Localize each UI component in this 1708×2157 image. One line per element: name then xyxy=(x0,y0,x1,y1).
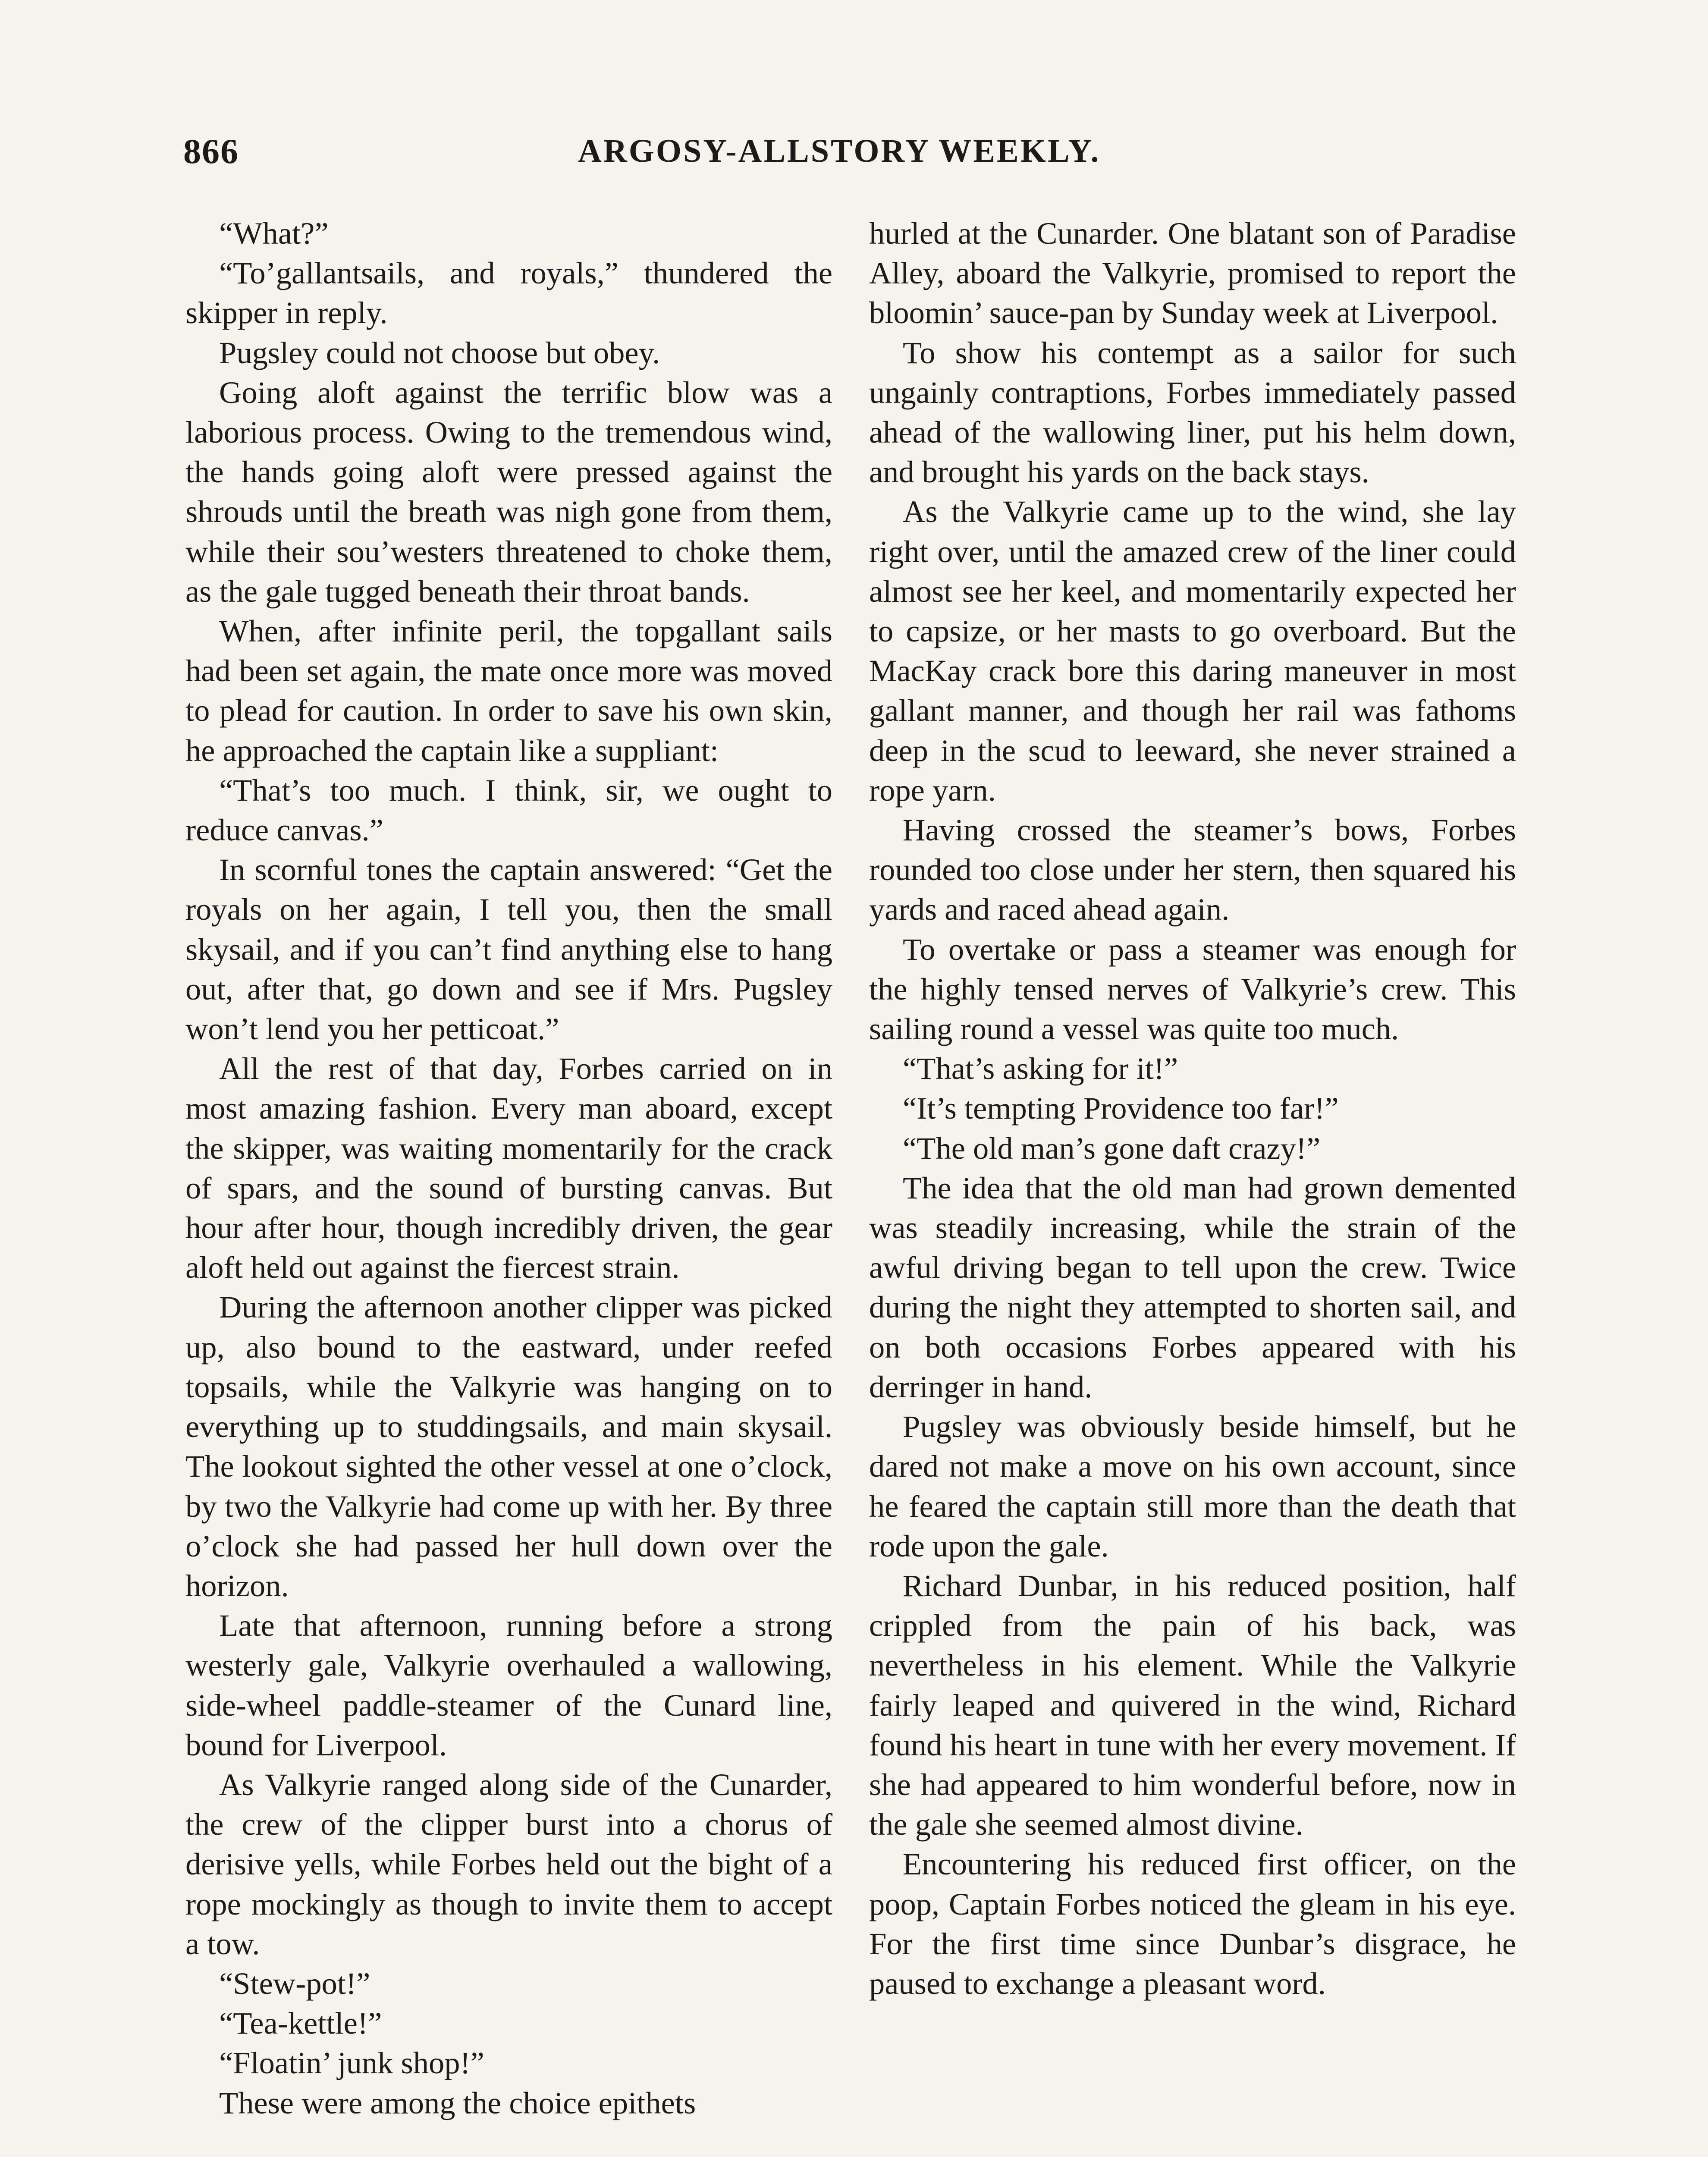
paragraph: “The old man’s gone daft crazy!” xyxy=(903,1130,1321,1166)
paragraph: Richard Dunbar, in his reduced position, half crippled from the pain of his back, was nevertheless in his element. While the Valkyrie fairly leaped and quivered in the wind, Richard found his heart in tune with her every movement. If she had appeared to him wonderful before, now in the gale she seemed almost divine. xyxy=(869,1568,1516,1842)
paragraph: Late that afternoon, running before a strong westerly gale, Valkyrie overhauled a wallowing, side-wheel paddle-steamer of the Cunard line, bound for Liverpool. xyxy=(185,1608,832,1762)
paragraph: “Stew-pot!” xyxy=(219,1965,370,2001)
page-number: 866 xyxy=(183,132,239,171)
paragraph: “What?” xyxy=(219,216,329,251)
paragraph: During the afternoon another clipper was picked up, also bound to the eastward, under reefed topsails, while the Valkyrie was hanging on to everything up to studdingsails, and main skysail. The lookout sighted the other vessel at one o’clock, by two the Valkyrie had come up with her. By three o’clock she had passed her hull down over the horizon. xyxy=(185,1289,832,1603)
paragraph: Pugsley could not choose but obey. xyxy=(219,335,660,370)
paragraph: “That’s too much. I think, sir, we ought to reduce canvas.” xyxy=(185,772,832,848)
running-head: ARGOSY-ALLSTORY WEEKLY. xyxy=(578,133,1101,169)
paragraph: “That’s asking for it!” xyxy=(903,1051,1178,1086)
paragraph: Having crossed the steamer’s bows, Forbes rounded too close under her stern, then squared his yards and raced ahead again. xyxy=(869,812,1516,927)
paragraph: To show his contempt as a sailor for such ungainly contraptions, Forbes immediately passed ahead of the wallowing liner, put his helm down, and brought his yards on the back stays. xyxy=(869,335,1516,490)
paragraph: These were among the choice epithets xyxy=(219,2085,696,2120)
paragraph: “To’gallantsails, and royals,” thundered the skipper in reply. xyxy=(185,255,832,330)
paragraph: All the rest of that day, Forbes carried on in most amazing fashion. Every man aboard, except the skipper, was waiting momentarily for the crack of spars, and the sound of bursting canvas. But hour after hour, though incredibly driven, the gear aloft held out against the fiercest strain. xyxy=(185,1051,832,1285)
paragraph: When, after infinite peril, the topgallant sails had been set again, the mate once more was moved to plead for caution. In order to save his own skin, he approached the captain like a suppliant: xyxy=(185,613,832,768)
paragraph: As Valkyrie ranged along side of the Cunarder, the crew of the clipper burst into a chorus of derisive yells, while Forbes held out the bight of a rope mockingly as though to invite them to accept a tow. xyxy=(185,1767,832,1961)
paragraph: To overtake or pass a steamer was enough for the highly tensed nerves of Valkyrie’s crew. This sailing round a vessel was quite too much. xyxy=(869,931,1516,1047)
paragraph: The idea that the old man had grown demented was steadily increasing, while the strain of the awful driving began to tell upon the crew. Twice during the night they attempted to shorten sail, and on both occasions Forbes appeared with his derringer in hand. xyxy=(869,1170,1516,1404)
paragraph: “Tea-kettle!” xyxy=(219,2006,382,2041)
paragraph: Encountering his reduced first officer, on the poop, Captain Forbes noticed the gleam in his eye. For the first time since Dunbar’s disgrace, he paused to exchange a pleasant word. xyxy=(869,1846,1516,2001)
paragraph: As the Valkyrie came up to the wind, she lay right over, until the amazed crew of the liner could almost see her keel, and momentarily expected her to capsize, or her masts to go overboard. But the MacKay crack bore this daring maneuver in most gallant manner, and though her rail was fathoms deep in the scud to leeward, she never strained a rope yarn. xyxy=(869,494,1516,808)
paragraph: hurled at the Cunarder. One blatant son of Paradise Alley, aboard the Valkyrie, promised to report the bloomin’ sauce-pan by Sunday week at Liverpool. xyxy=(869,216,1516,330)
right-text-column xyxy=(869,214,1516,2003)
paragraph: “Floatin’ junk shop!” xyxy=(219,2045,484,2081)
left-text-column xyxy=(185,214,832,2123)
paragraph: “It’s tempting Providence too far!” xyxy=(903,1091,1339,1126)
paragraph: Pugsley was obviously beside himself, but he dared not make a move on his own account, since he feared the captain still more than the death that rode upon the gale. xyxy=(869,1409,1516,1563)
paragraph: In scornful tones the captain answered: “Get the royals on her again, I tell you, then the small skysail, and if you can’t find anything else to hang out, after that, go down and see if Mrs. Pugsley won’t lend you her petticoat.” xyxy=(185,852,832,1047)
paragraph: Going aloft against the terrific blow was a laborious process. Owing to the tremendous wind, the hands going aloft were pressed against the shrouds until the breath was nigh gone from them, while their sou’westers threatened to choke them, as the gale tugged beneath their throat bands. xyxy=(185,374,832,609)
